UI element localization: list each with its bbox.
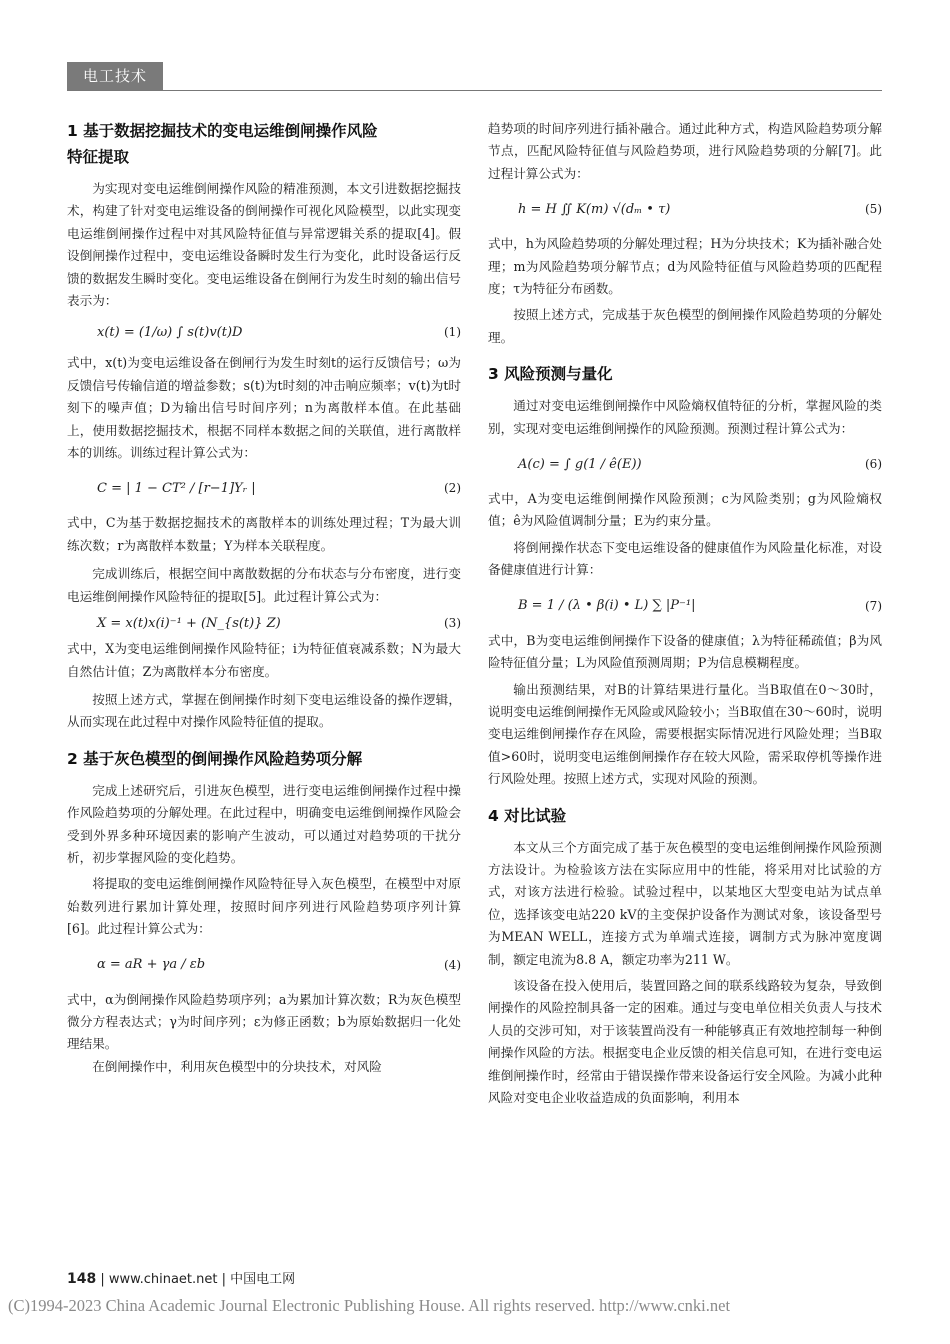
equation-number: (6) [865, 457, 882, 472]
paragraph: 式中，X为变电运维倒闸操作风险特征；i为特征值衰减系数；N为最大自然估计值；Z为离散样本分布密度。 [67, 641, 461, 679]
paragraph: 式中，h为风险趋势项的分解处理过程；H为分块技术；K为插补融合处理；m为风险趋势项分解节点；d为风险特征值与风险趋势项的匹配程度；τ为特征分布函数。 [488, 236, 882, 297]
equation-4 [67, 941, 461, 989]
equation-number: (1) [444, 325, 461, 340]
paragraph: 式中，α为倒闸操作风险趋势项序列；a为累加计算次数；R为灰色模型微分方程表达式；γ为时间序列；ε为修正函数；b为原始数据归一化处理结果。 [67, 991, 461, 1052]
paragraph: 按照上述方式，完成基于灰色模型的倒闸操作风险趋势项的分解处理。 [488, 307, 882, 345]
paragraph: 式中，B为变电运维倒闸操作下设备的健康值；λ为特征稀疏值；β为风险特征值分量；L为风险值预测周期；P为信息模糊程度。 [488, 632, 882, 671]
copyright-notice: (C)1994-2023 China Academic Journal Electronic Publishing House. All rights reserved. http://www.cnki.net [8, 1296, 731, 1315]
paragraph: 将提取的变电运维倒闸操作风险特征导入灰色模型，在模型中对原始数列进行累加计算处理，按照时间序列进行风险趋势项序列计算[6]。此过程计算公式为： [67, 876, 461, 937]
equation-body: α = aR + γa / εb [97, 957, 206, 973]
paragraph: 式中，A为变电运维倒闸操作风险预测；c为风险类别；g为风险熵权值；ê为风险值调制分量；E为约束分量。 [488, 491, 882, 529]
section-4-title: 4 对比试验 [488, 806, 567, 825]
section-2-title: 2 基于灰色模型的倒闸操作风险趋势项分解 [67, 749, 363, 768]
paragraph: 趋势项的时间序列进行插补融合。通过此种方式，构造风险趋势项分解节点，匹配风险特征值与风险趋势项，进行风险趋势项的分解[7]。此过程计算公式为： [488, 121, 882, 181]
paragraph: 通过对变电运维倒闸操作中风险熵权值特征的分析，掌握风险的类别，实现对变电运维倒闸操作的风险预测。预测过程计算公式为： [488, 398, 882, 436]
section-band: 电工技术 [67, 62, 163, 90]
section-1-title: 1 基于数据挖掘技术的变电运维倒闸操作风险 [67, 122, 378, 140]
footer-site: | www.chinaet.net | 中国电工网 [96, 1272, 296, 1287]
paragraph: 完成训练后，根据空间中离散数据的分布状态与分布密度，进行变电运维倒闸操作风险特征的提取[5]。此过程计算公式为： [67, 566, 461, 604]
equation-number: (2) [444, 481, 461, 496]
right-column [488, 118, 882, 1109]
equation-5 [488, 185, 882, 233]
equation-number: (3) [444, 616, 461, 631]
equation-2 [67, 464, 461, 512]
paragraph: 式中，x(t)为变电运维设备在倒闸行为发生时刻t的运行反馈信号；ω为反馈信号传输信道的增益参数；s(t)为t时刻的冲击响应频率；v(t)为t时刻下的噪声值；D为输出信号时间序列；n为离散样本值。在此基础上，使用数据挖掘技术，根据不同样本数据之间的关联值，进行离散样本的训练。训练过程计算公式为： [67, 355, 461, 461]
equation-7 [488, 582, 882, 630]
page-number: 148 [67, 1271, 97, 1287]
paragraph: 将倒闸操作状态下变电运维设备的健康值作为风险量化标准，对设备健康值进行计算： [488, 539, 882, 578]
equation-number: (7) [865, 598, 882, 613]
equation-body: B = 1 / (λ • β(i) • L) ∑ |P⁻¹| [518, 598, 696, 614]
paragraph: 输出预测结果，对B的计算结果进行量化。当B取值在0～30时，说明变电运维倒闸操作无风险或风险较小；当B取值在30～60时，说明变电运维倒闸操作存在风险，需要根据实际情况进行风险处理；当B取值>60时，说明变电运维倒闸操作存在较大风险，需采取停机等操作进行风险处理。按照上述方式，实现对风险的预测。 [488, 681, 882, 787]
section-1-title-line2: 特征提取 [67, 148, 130, 166]
equation-3 [67, 608, 461, 638]
paragraph: 按照上述方式，掌握在倒闸操作时刻下变电运维设备的操作逻辑，从而实现在此过程中对操作风险特征值的提取。 [67, 691, 461, 730]
equation-body: h = H ∬ K(m) √(dₘ • τ) [518, 201, 671, 217]
paragraph: 为实现对变电运维倒闸操作风险的精准预测，本文引进数据挖掘技术，构建了针对变电运维设备的倒闸操作可视化风险模型，以此实现变电运维倒闸操作过程中对其风险特征值与异常逻辑关系的提取[4]。假设倒闸操作过程中，变电运维设备瞬时发生行为变化，此时设备运行反馈的数据发生瞬时变化。变电运维设备在倒闸行为发生时刻的输出信号表示为： [67, 181, 461, 309]
paragraph: 完成上述研究后，引进灰色模型，进行变电运维倒闸操作过程中操作风险趋势项的分解处理。在此过程中，明确变电运维倒闸操作风险会受到外界多种环境因素的影响产生波动，可以通过对趋势项的干扰分析，初步掌握风险的变化趋势。 [67, 782, 461, 865]
page-footer [67, 1268, 295, 1287]
paragraph: 式中，C为基于数据挖掘技术的离散样本的训练处理过程；T为最大训练次数；r为离散样本数量；Y为样本关联程度。 [67, 515, 461, 553]
equation-body: C = | 1 − CT² / [r−1]Yᵣ | [97, 480, 256, 496]
paragraph: 该设备在投入使用后，装置回路之间的联系线路较为复杂，导致倒闸操作的风险控制具备一定的困难。通过与变电单位相关负责人与技术人员的交涉可知，对于该装置尚没有一种能够真正有效地控制每一种倒闸操作风险的方法。根据变电企业反馈的相关信息可知，在进行变电运维倒闸操作时，经常由于错误操作带来设备运行安全风险。为减小此种风险对变电企业收益造成的负面影响，利用本 [488, 977, 882, 1105]
equation-body: x(t) = (1/ω) ∫ s(t)v(t)D [97, 324, 243, 340]
equation-6 [488, 440, 882, 488]
equation-number: (4) [444, 957, 461, 972]
equation-number: (5) [865, 202, 882, 217]
equation-1 [67, 312, 461, 352]
section-3-title: 3 风险预测与量化 [488, 365, 613, 384]
paragraph: 在倒闸操作中，利用灰色模型中的分块技术，对风险 [92, 1058, 382, 1074]
left-column [67, 118, 461, 1078]
paragraph: 本文从三个方面完成了基于灰色模型的变电运维倒闸操作风险预测方法设计。为检验该方法在实际应用中的性能，将采用对比试验的方式，对该方法进行检验。试验过程中，以某地区大型变电站为试点单位，选择该变电站220 kV的主变保护设备作为测试对象，该设备型号为MEAN WELL，连接方式为单端式连接，调制方式为脉冲宽度调制，额定电流为8.8 A，额定功率为211 W。 [488, 839, 882, 967]
equation-body: X = x(t)x(i)⁻¹ + (N_{s(t)} Z) [97, 615, 281, 631]
equation-body: A(c) = ∫ g(1 / ê(E)) [518, 456, 642, 472]
header-rule [67, 90, 882, 91]
